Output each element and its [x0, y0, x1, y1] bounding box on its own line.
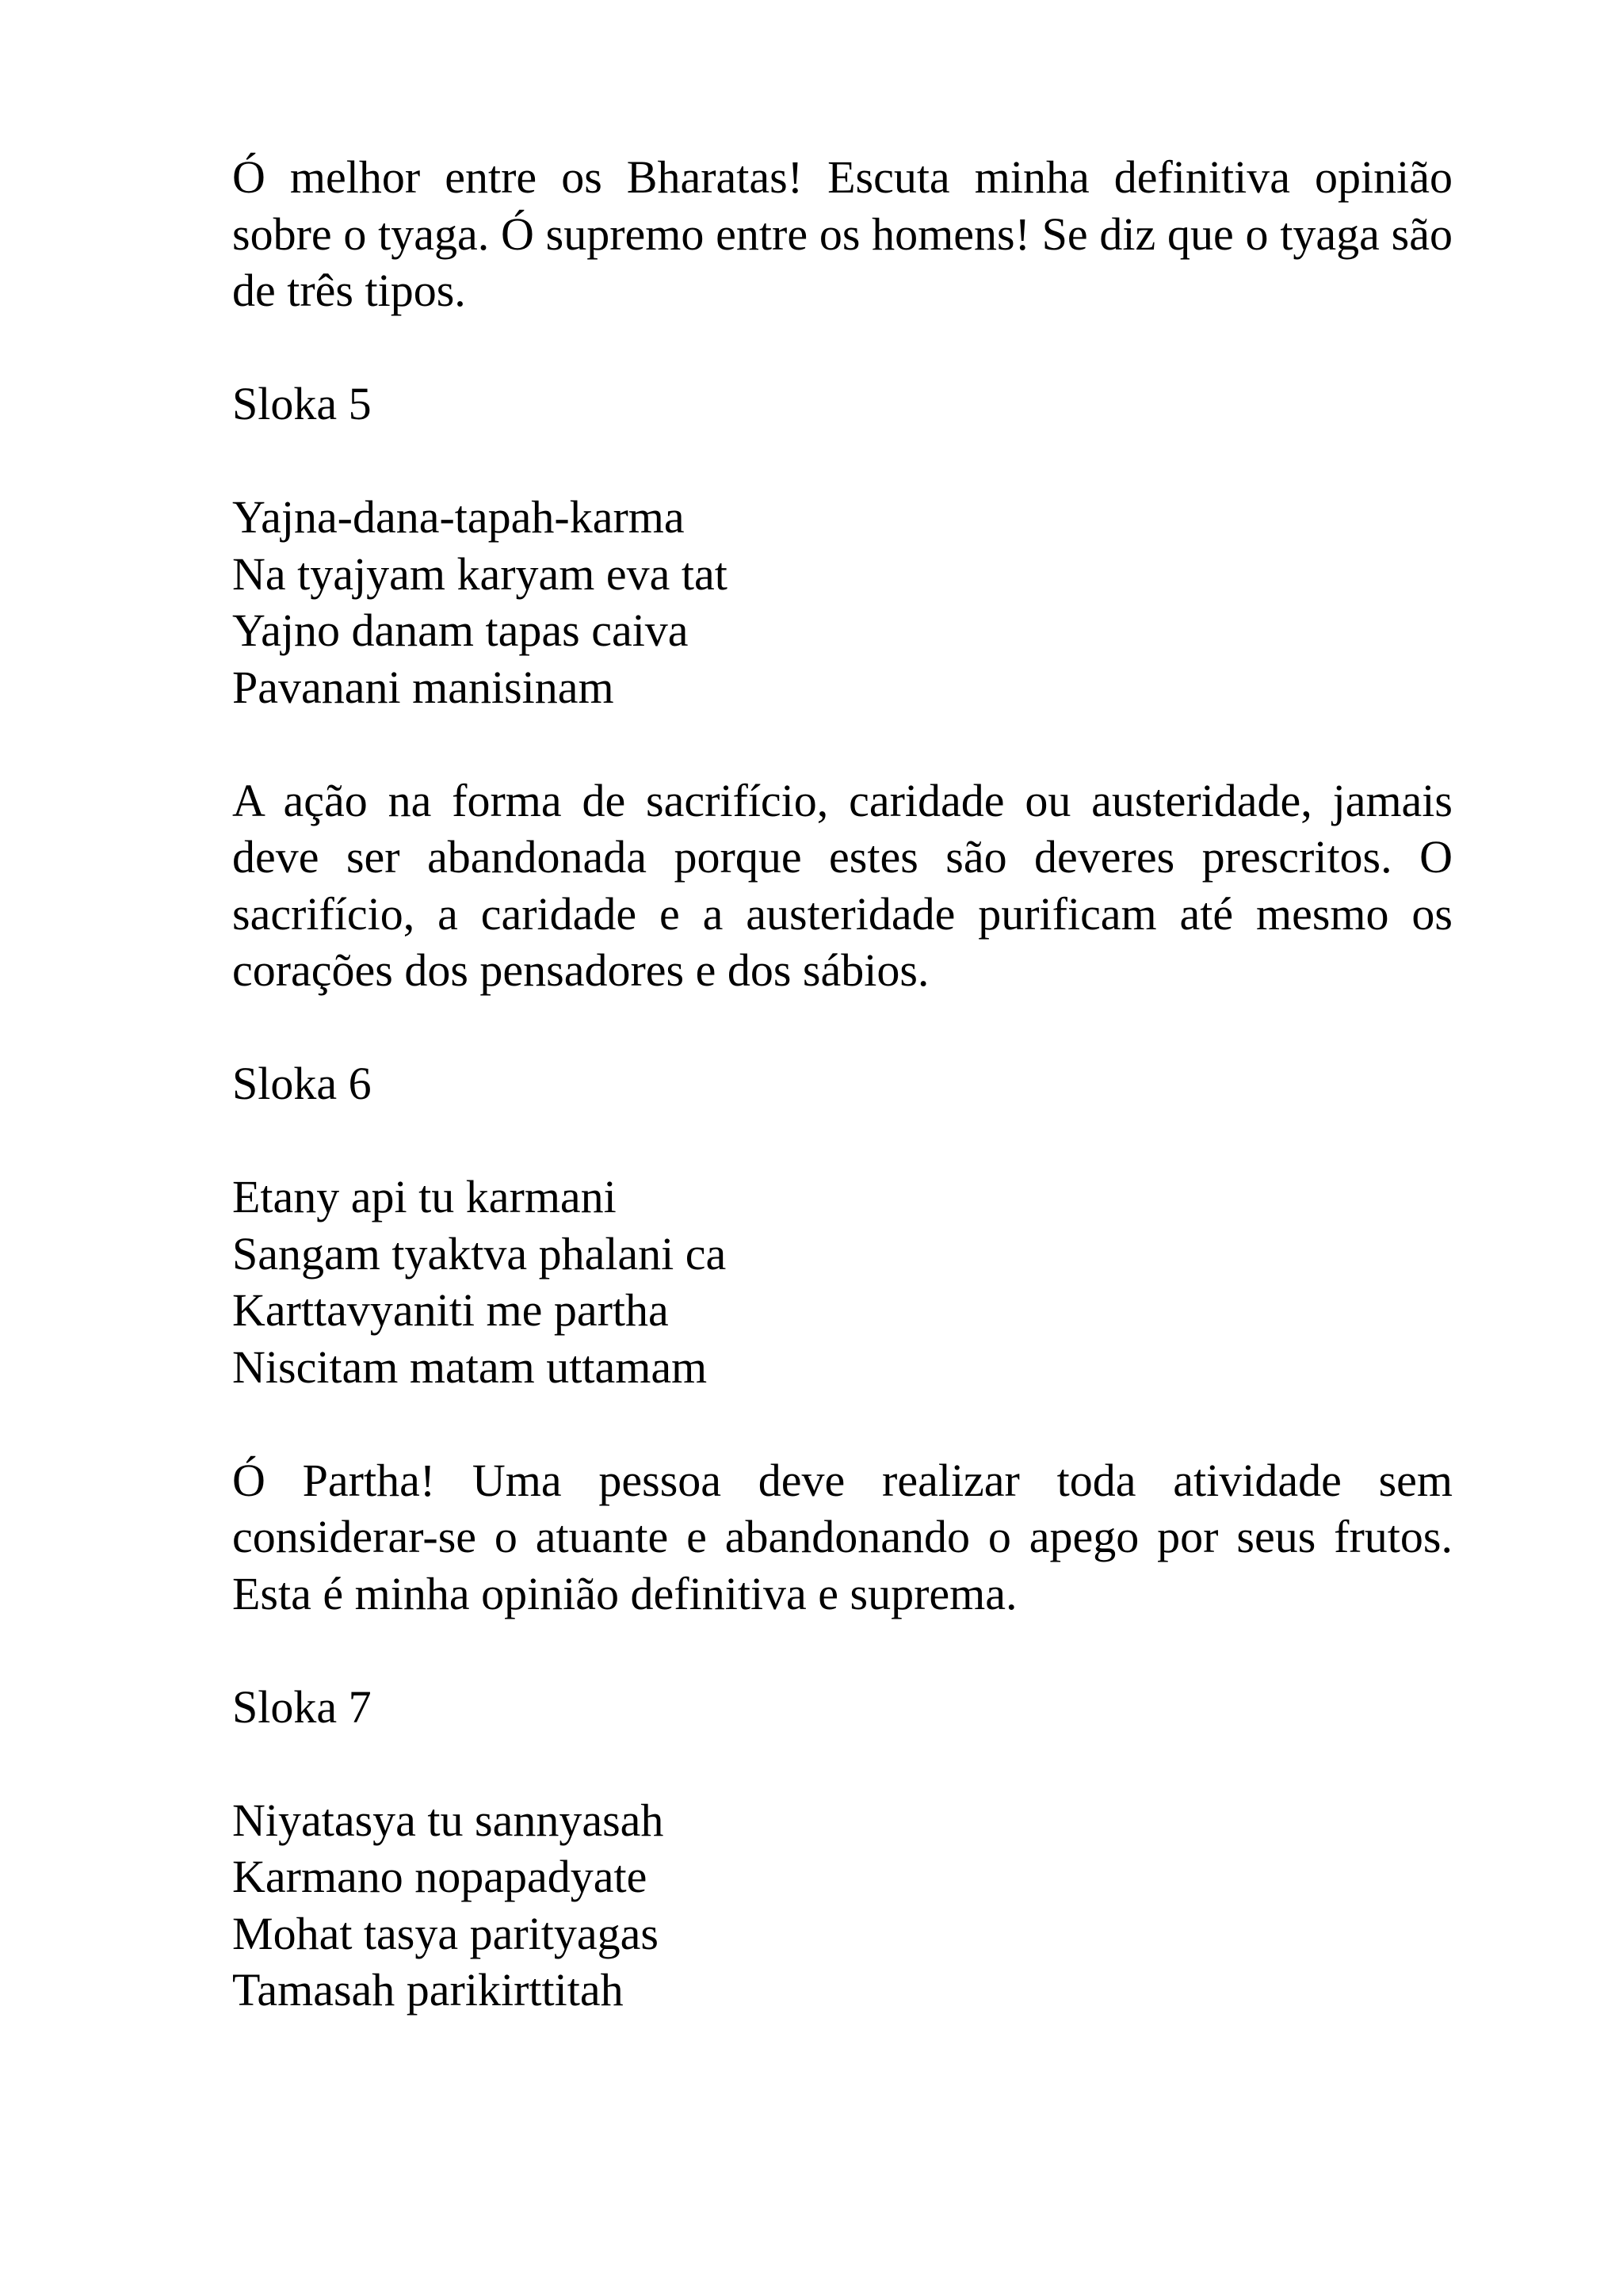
- spacer: [232, 999, 1453, 1056]
- spacer: [232, 433, 1453, 490]
- spacer: [232, 1112, 1453, 1169]
- verse-line: Na tyajyam karyam eva tat: [232, 547, 727, 600]
- verse-line: Niscitam matam uttamam: [232, 1341, 708, 1393]
- spacer: [232, 1395, 1453, 1452]
- spacer: [232, 1622, 1453, 1679]
- verse-line: Sangam tyaktva phalani ca: [232, 1227, 727, 1280]
- verse-line: Pavanani manisinam: [232, 661, 614, 713]
- verse-line: Etany api tu karmani: [232, 1171, 617, 1222]
- verse-line: Yajna-dana-tapah-karma: [232, 491, 685, 543]
- heading-sloka-7: Sloka 7: [232, 1680, 372, 1733]
- paragraph-intro: Ó melhor entre os Bharatas! Escuta minha definitiva opinião sobre o tyaga. Ó supremo entre os homens! Se diz que o tyaga são de três tipos.: [232, 151, 1453, 316]
- spacer: [232, 1735, 1453, 1792]
- verse-line: Karttavyaniti me partha: [232, 1284, 669, 1336]
- verse-line: Niyatasya tu sannyasah: [232, 1794, 664, 1846]
- verse-sloka-6: [232, 1169, 1453, 1395]
- verse-sloka-7: [232, 1792, 1453, 2019]
- verse-line: Karmano nopapadyate: [232, 1851, 647, 1902]
- spacer: [232, 319, 1453, 376]
- heading-sloka-5: Sloka 5: [232, 378, 372, 429]
- heading-sloka-6: Sloka 6: [232, 1058, 372, 1109]
- paragraph-translation-6: Ó Partha! Uma pessoa deve realizar toda atividade sem considerar-se o atuante e abandonando o apego por seus frutos. Esta é minha opinião definitiva e suprema.: [232, 1454, 1453, 1619]
- verse-sloka-5: [232, 489, 1453, 715]
- verse-line: Yajno danam tapas caiva: [232, 605, 689, 656]
- paragraph-translation-5: A ação na forma de sacrifício, caridade ou austeridade, jamais deve ser abandonada porque estes são deveres prescritos. O sacrifício, a caridade e a austeridade purificam até mesmo os corações dos pensadores e dos sábios.: [232, 774, 1453, 996]
- verse-line: Mohat tasya parityagas: [232, 1907, 659, 1959]
- spacer: [232, 715, 1453, 772]
- document-body: [232, 149, 1453, 2019]
- verse-line: Tamasah parikirttitah: [232, 1964, 624, 2016]
